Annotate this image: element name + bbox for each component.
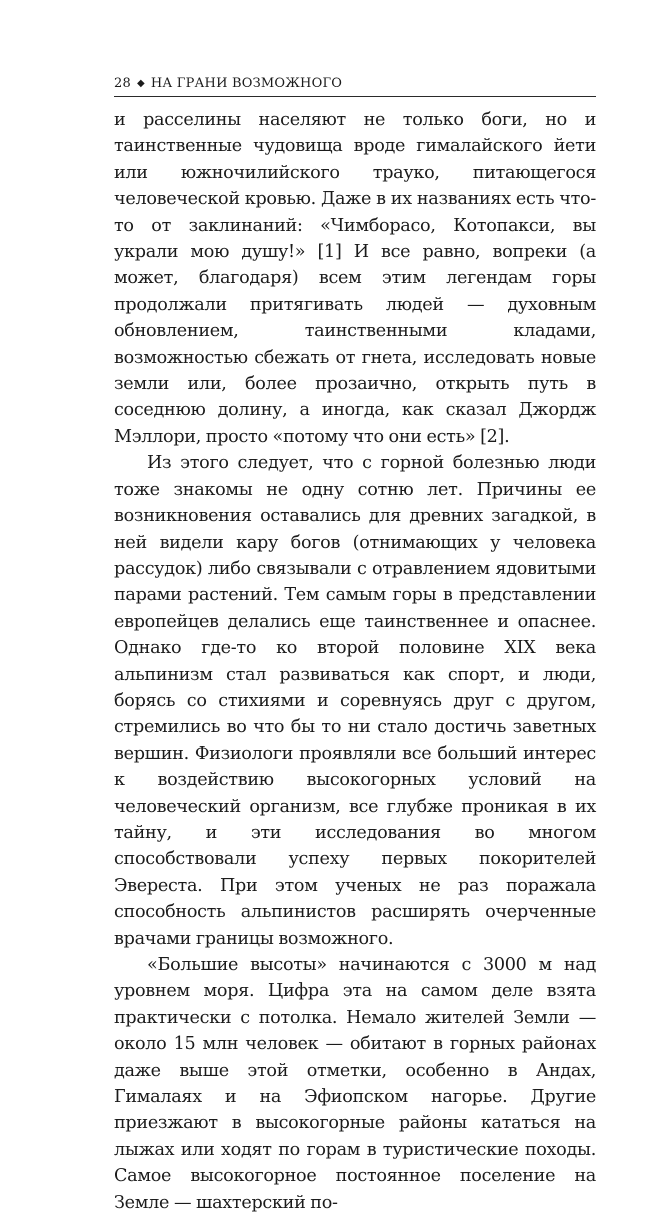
paragraph: «Большие высоты» начинаются с 3000 м над уровнем моря. Цифра эта на самом деле взята практически с потолка. Немало жителей Земли — около 15 млн человек — обитают в горных районах даже выше этой отметки, особенно в Андах, Гималаях и на Эфиопском нагорье. Другие приезжают в высокогорные районы кататься на лыжах или ходят по горам в туристические походы. Самое высокогорное постоянное поселение на Земле — шахтерский по-: [114, 955, 596, 1213]
diamond-separator-icon: ◆: [136, 78, 145, 89]
running-header: [114, 75, 596, 95]
paragraph: Из этого следует, что с горной болезнью люди тоже знакомы не одну сотню лет. Причины ее возникновения оставались для древних загадкой, в ней видели кару богов (отнимающих у человека рассудок) либо связывали с отравлением ядовитыми парами растений. Тем самым горы в представлении европейцев делались еще таинственнее и опаснее. Однако где-то ко второй половине XIX века альпинизм стал развиваться как спорт, и люди, борясь со стихиями и соревнуясь друг с другом, стремились во что бы то ни стало достичь заветных вершин. Физиологи проявляли все больший интерес к воздействию высокогорных условий на человеческий организм, все глубже проникая в их тайну, и эти исследования во многом способствовали успеху первых покорителей Эвереста. При этом ученых не раз поражала способность альпинистов расширять очерченные врачами границы возможного.: [114, 453, 596, 949]
header-rule: [114, 96, 596, 97]
running-title: НА ГРАНИ ВОЗМОЖНОГО: [150, 76, 343, 91]
body-text: [114, 107, 596, 1216]
page-number: 28: [114, 76, 131, 91]
paragraph-continued: и расселины населяют не только боги, но и таинственные чудовища вроде гималайского йети или южночилийского трауко, питающегося человеческой кровью. Даже в их названиях есть что-то от заклинаний: «Чимборасо, Котопакси, вы украли мою душу!» [1] И все равно, вопреки (а может, благодаря) всем этим легендам горы продолжали притягивать людей — духовным обновлением, таинственными кладами, возможностью сбежать от гнета, исследовать новые земли или, более прозаично, открыть путь в соседнюю долину, а иногда, как сказал Джордж Мэллори, просто «потому что они есть» [2].: [114, 110, 596, 447]
